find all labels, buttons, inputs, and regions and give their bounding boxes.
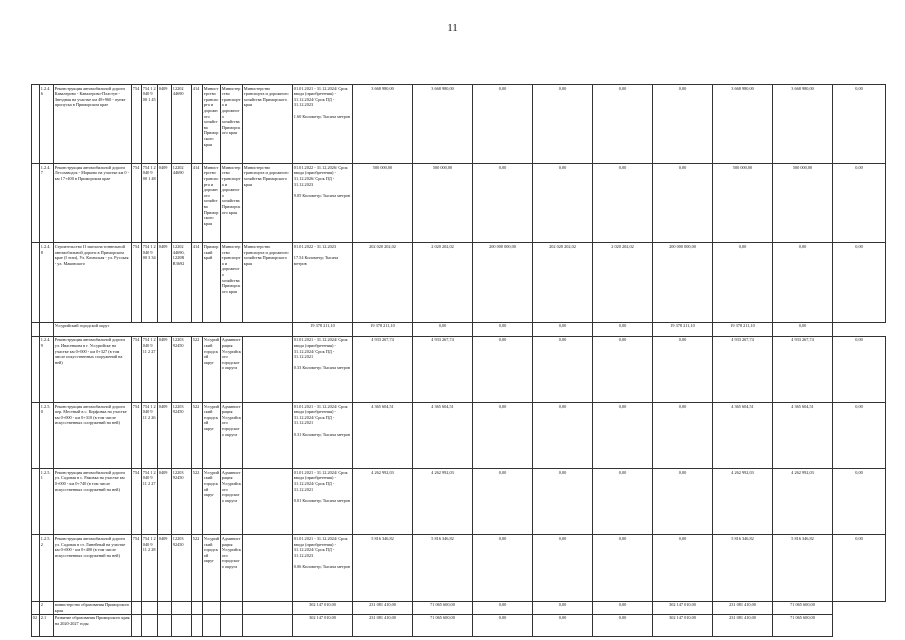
cell-c19: 4 262 992,03 xyxy=(773,469,833,535)
cell-c8: Уссурийский городской округ xyxy=(203,469,221,535)
cell-c19: 4 365 604,51 xyxy=(773,402,833,468)
cell-c15: 0,00 xyxy=(473,601,533,614)
cell-c0 xyxy=(32,164,40,243)
table-row xyxy=(32,164,886,243)
cell-c18: 4 262 992,03 xyxy=(713,469,773,535)
cell-c3: 754 xyxy=(132,336,142,402)
cell-c11: 01.01.2021 - 31.12.2024/ Срок ввода (приобретения) - 31.12.2024/ Срок ПД - 31.12.2021 0.31 Километр; Тысяча метров xyxy=(293,402,353,468)
table-row xyxy=(32,601,886,614)
cell-c5: 0409 xyxy=(158,85,172,164)
cell-c12: 3 668 980,00 xyxy=(353,85,413,164)
cell-c0 xyxy=(32,336,40,402)
cell-c7: 522 xyxy=(192,469,203,535)
cell-c0 xyxy=(32,402,40,468)
cell-c13: 4 262 992,03 xyxy=(413,469,473,535)
cell-c12: 4 365 604,51 xyxy=(353,402,413,468)
cell-c18: 0,00 xyxy=(713,243,773,322)
cell-c17: 0,00 xyxy=(593,601,653,614)
cell-c20: 71 065 600,00 xyxy=(773,601,833,614)
empty-cell xyxy=(192,601,203,614)
cell-c14: 0,00 xyxy=(473,85,533,164)
cell-c12: 500 000,00 xyxy=(353,164,413,243)
cell-c5: 0409 xyxy=(158,164,172,243)
cell-c6: 12202 44690, 1220R R3692 xyxy=(172,243,192,322)
cell-c16: 0,00 xyxy=(593,164,653,243)
cell-c17: 0,00 xyxy=(653,85,713,164)
cell-c7: 522 xyxy=(192,535,203,601)
cell-c12: 4 933 267,74 xyxy=(353,336,413,402)
budget-table xyxy=(31,84,886,637)
cell-c10: Министерство транспорта и дорожного хозяйства Приморского края xyxy=(243,164,293,243)
cell-c15: 0,00 xyxy=(533,402,593,468)
cell-c19: 500 000,00 xyxy=(773,164,833,243)
cell-c19: 5 816 346,82 xyxy=(773,535,833,601)
cell-c0 xyxy=(32,243,40,322)
empty-cell xyxy=(158,614,172,636)
cell-c20: 0,00 xyxy=(833,336,886,402)
cell-c7: 522 xyxy=(192,402,203,468)
cell-c5: 0409 xyxy=(158,402,172,468)
cell-c17: 0,00 xyxy=(653,402,713,468)
cell-label: Уссурийский городской округ xyxy=(54,322,293,336)
empty-cell xyxy=(221,601,243,614)
cell-c11: 01.01.2021 - 31.12.2024/ Срок ввода (приобретения) - 31.12.2024/ Срок ПД - 31.12.2023 0.06 Километр; Тысяча метров xyxy=(293,535,353,601)
cell-c8: Министерство транспорта и дорожного хозяйства Приморского края xyxy=(203,164,221,243)
cell-c4: 754 1 2 040 9 11 2 28 xyxy=(142,535,158,601)
cell-c0 xyxy=(32,601,40,614)
cell-c3: 754 xyxy=(132,85,142,164)
cell-c0 xyxy=(32,85,40,164)
cell-c7: 414 xyxy=(192,85,203,164)
cell-c18: 4 365 604,51 xyxy=(713,402,773,468)
cell-c18: 5 816 346,82 xyxy=(713,535,773,601)
cell-c20: 0,00 xyxy=(833,243,886,322)
cell-c17: 0,00 xyxy=(593,322,653,336)
cell-c9: Министерство транспорта и дорожного хозяйства Приморского края xyxy=(221,85,243,164)
table-row xyxy=(32,322,886,336)
cell-c17: 0,00 xyxy=(593,614,653,636)
cell-c3: 754 xyxy=(132,402,142,468)
cell-c7: 414 xyxy=(192,164,203,243)
cell-c20: 0,00 xyxy=(833,402,886,468)
empty-cell xyxy=(243,601,293,614)
cell-c18: 500 000,00 xyxy=(713,164,773,243)
cell-c15: 0,00 xyxy=(533,469,593,535)
cell-c16: 2 020 202,02 xyxy=(593,243,653,322)
cell-c10: Министерство транспорта и дорожного хозяйства Приморского края xyxy=(243,85,293,164)
cell-c14: 0,00 xyxy=(473,164,533,243)
cell-c4: 754 1 2 040 9 00 1 48 xyxy=(142,164,158,243)
cell-c13: 3 668 980,00 xyxy=(413,85,473,164)
cell-c4: 754 1 2 040 9 00 1 45 xyxy=(142,85,158,164)
cell-c7: 522 xyxy=(192,336,203,402)
cell-c19: 231 081 410,00 xyxy=(713,614,773,636)
cell-c14: 0,00 xyxy=(473,402,533,468)
cell-c17: 0,00 xyxy=(653,535,713,601)
cell-c3: 754 xyxy=(132,164,142,243)
cell-c4: 754 1 2 040 9 11 2 27 xyxy=(142,469,158,535)
cell-c8: Приморский край xyxy=(203,243,221,322)
cell-c0 xyxy=(32,535,40,601)
table-body xyxy=(32,85,886,637)
cell-c18: 4 933 267,74 xyxy=(713,336,773,402)
cell-label: Развитие образования Приморского края на 2020-2027 годы xyxy=(54,614,132,636)
empty-cell xyxy=(192,614,203,636)
empty-cell xyxy=(132,601,142,614)
table-row xyxy=(32,336,886,402)
cell-c12: 5 816 346,82 xyxy=(353,535,413,601)
cell-c20: 0,00 xyxy=(833,164,886,243)
cell-c1: 2 xyxy=(40,601,54,614)
cell-c15: 0,00 xyxy=(533,164,593,243)
cell-c16: 0,00 xyxy=(533,322,593,336)
cell-c20: 0,00 xyxy=(833,85,886,164)
cell-c18: 19 378 211,10 xyxy=(653,322,713,336)
cell-c14: 71 065 600,00 xyxy=(413,614,473,636)
cell-c16: 0,00 xyxy=(593,85,653,164)
cell-c11: 01.01.2021 - 31.12.2024/ Срок ввода (приобретения) - 31.12.2024/ Срок ПД - 31.12.2023 1.60 Километр; Тысяча метров xyxy=(293,85,353,164)
cell-c2: Реконструкция автомобильной дороги ул. Ивасенкова в г. Уссурийске на участке км 0+000 - км 0+327 (в том числе искусственных сооружений на ней) xyxy=(54,336,132,402)
cell-c6: 12203 92450 xyxy=(172,535,192,601)
cell-c19: 0,00 xyxy=(773,243,833,322)
cell-c15: 202 020 202,02 xyxy=(533,243,593,322)
cell-c16: 0,00 xyxy=(593,336,653,402)
cell-c13: 500 000,00 xyxy=(413,164,473,243)
cell-c13: 19 378 211,10 xyxy=(353,322,413,336)
cell-c12: 302 147 010,00 xyxy=(293,601,353,614)
cell-c14: 200 000 000,00 xyxy=(473,243,533,322)
cell-c2: Реконструкция автомобильной дороги ул. Садовая в с. Раковка на участке км 0+000 - км 0+740 (в том числе искусственных сооружений на ней) xyxy=(54,469,132,535)
cell-c19: 4 933 267,74 xyxy=(773,336,833,402)
cell-c1: 1.2.4.7 xyxy=(40,164,54,243)
cell-c18: 302 147 010,00 xyxy=(653,614,713,636)
cell-c17: 0,00 xyxy=(653,164,713,243)
cell-c14: 0,00 xyxy=(413,322,473,336)
cell-c14: 0,00 xyxy=(473,535,533,601)
cell-c15: 0,00 xyxy=(473,614,533,636)
cell-c20: 0,00 xyxy=(833,535,886,601)
empty-cell xyxy=(142,601,158,614)
cell-c9: Министерство транспорта и дорожного хозяйства Приморского края xyxy=(221,243,243,322)
cell-c19: 3 668 980,00 xyxy=(773,85,833,164)
cell-c1: 1.2.4.9 xyxy=(40,336,54,402)
cell-c2: Реконструкция автомобильной дороги Кавалерово - Кавалерово-Пластун - Звездная на участке км 48+960 - пункт пропуска в Приморском крае xyxy=(54,85,132,164)
cell-c3: 754 xyxy=(132,469,142,535)
cell-c14: 0,00 xyxy=(473,469,533,535)
cell-c7: 414 xyxy=(192,243,203,322)
cell-c17: 0,00 xyxy=(653,469,713,535)
cell-c19: 231 081 410,00 xyxy=(713,601,773,614)
cell-c8: Министерство транспорта и дорожного хозяйства Приморского края xyxy=(203,85,221,164)
cell-c17: 0,00 xyxy=(653,336,713,402)
cell-c2: Реконструкция автомобильной дороги Лесозаводск - Марково на участке км 0 - км 17+400 в Приморском крае xyxy=(54,164,132,243)
cell-c9: Администрация Уссурийского городского округа xyxy=(221,336,243,402)
cell-c9: Администрация Уссурийского городского округа xyxy=(221,535,243,601)
cell-c14: 71 065 600,00 xyxy=(413,601,473,614)
cell-c11: 01.01.2022 - 31.12.2026/ Срок ввода (приобретения) - 31.12.2026/ Срок ПД - 31.12.2023 9.05 Километр; Тысяча метров xyxy=(293,164,353,243)
cell-c13: 4 933 267,74 xyxy=(413,336,473,402)
cell-c9: Администрация Уссурийского городского округа xyxy=(221,402,243,468)
cell-c20: 0,00 xyxy=(833,469,886,535)
cell-c20: 0,00 xyxy=(773,322,833,336)
empty-cell xyxy=(172,601,192,614)
cell-c20: 71 065 600,00 xyxy=(773,614,833,636)
cell-c1: 1.2.4.8 xyxy=(40,243,54,322)
cell-c16: 0,00 xyxy=(593,535,653,601)
cell-c4: 754 1 2 040 9 11 2 27 xyxy=(142,336,158,402)
table-row xyxy=(32,85,886,164)
cell-c13: 4 365 604,51 xyxy=(413,402,473,468)
empty-cell xyxy=(132,614,142,636)
cell-c6: 12203 92450 xyxy=(172,336,192,402)
cell-c1: 1.2.5.1 xyxy=(40,469,54,535)
cell-c5: 0409 xyxy=(158,243,172,322)
cell-c6: 12203 92450 xyxy=(172,402,192,468)
cell-c15: 0,00 xyxy=(533,535,593,601)
cell-c15: 0,00 xyxy=(533,85,593,164)
cell-c11: 01.01.2022 - 31.12.2023 17.54 Километр; Тысяча метров xyxy=(293,243,353,322)
cell-c12: 202 020 202,02 xyxy=(353,243,413,322)
cell-c13: 5 816 346,82 xyxy=(413,535,473,601)
cell-c9: Администрация Уссурийского городского округа xyxy=(221,469,243,535)
cell-c12: 19 378 211,10 xyxy=(293,322,353,336)
cell-c2: Реконструкция автомобильной дороги ул. Садовая в ст. Линейный на участке км 0+000 - км 0+400 (в том числе искусственных сооружений на ней) xyxy=(54,535,132,601)
cell-c14: 0,00 xyxy=(473,336,533,402)
cell-c1: 1.2.5.2 xyxy=(40,535,54,601)
cell-c8: Уссурийский городской округ xyxy=(203,336,221,402)
cell-c10: Министерство транспорта и дорожного хозяйства Приморского края xyxy=(243,243,293,322)
cell-c16: 0,00 xyxy=(533,614,593,636)
cell-c16: 0,00 xyxy=(533,601,593,614)
page-number: 11 xyxy=(447,22,458,34)
table-row xyxy=(32,535,886,601)
cell-c0 xyxy=(32,469,40,535)
cell-c10 xyxy=(243,535,293,601)
cell-c4: 754 1 2 040 9 11 2 26 xyxy=(142,402,158,468)
empty-cell xyxy=(221,614,243,636)
cell-c17: 200 000 000,00 xyxy=(653,243,713,322)
empty-cell xyxy=(32,322,40,336)
cell-c15: 0,00 xyxy=(533,336,593,402)
cell-c18: 302 147 010,00 xyxy=(653,601,713,614)
cell-c4: 754 1 2 040 9 00 3 34 xyxy=(142,243,158,322)
empty-cell xyxy=(203,601,221,614)
cell-c9: Министерство транспорта и дорожного хозяйства Приморского края xyxy=(221,164,243,243)
empty-cell xyxy=(40,322,54,336)
cell-c12: 302 147 010,00 xyxy=(293,614,353,636)
cell-c6: 12202 44690 xyxy=(172,164,192,243)
empty-cell xyxy=(142,614,158,636)
cell-c3: 754 xyxy=(132,535,142,601)
cell-c18: 3 668 980,00 xyxy=(713,85,773,164)
cell-c6: 12202 44690 xyxy=(172,85,192,164)
cell-c15: 0,00 xyxy=(473,322,533,336)
cell-c5: 0409 xyxy=(158,535,172,601)
cell-c5: 0409 xyxy=(158,336,172,402)
cell-c2: Реконструкция автомобильной дороги пер. Местный в с. Корфовка на участке км 0+000 - км 0+310 (в том числе искусственных сооружений на ней) xyxy=(54,402,132,468)
cell-c8: Уссурийский городской округ xyxy=(203,402,221,468)
cell-c5: 0409 xyxy=(158,469,172,535)
empty-cell xyxy=(172,614,192,636)
cell-c16: 0,00 xyxy=(593,402,653,468)
cell-c6: 12203 92450 xyxy=(172,469,192,535)
empty-cell xyxy=(158,601,172,614)
table-row xyxy=(32,469,886,535)
cell-c1: 2.1 xyxy=(40,614,54,636)
cell-c10 xyxy=(243,336,293,402)
cell-c13: 231 081 410,00 xyxy=(353,601,413,614)
cell-c19: 19 378 211,10 xyxy=(713,322,773,336)
empty-cell xyxy=(243,614,293,636)
cell-c12: 4 262 992,03 xyxy=(353,469,413,535)
cell-label: министерство образования Приморского края xyxy=(54,601,132,614)
cell-c0: 02 xyxy=(32,614,40,636)
cell-c11: 01.01.2021 - 31.12.2024/ Срок ввода (приобретения) - 31.12.2024/ Срок ПД - 31.12.2021 0.01 Километр; Тысяча метров xyxy=(293,469,353,535)
cell-c8: Уссурийский городской округ xyxy=(203,535,221,601)
cell-c13: 2 020 202,02 xyxy=(413,243,473,322)
cell-c11: 01.01.2021 - 31.12.2024/ Срок ввода (приобретения) - 31.12.2024/ Срок ПД - 31.12.2021 0.33 Километр; Тысяча метров xyxy=(293,336,353,402)
table-row xyxy=(32,243,886,322)
cell-c1: 1.2.5.0 xyxy=(40,402,54,468)
empty-cell xyxy=(203,614,221,636)
cell-c16: 0,00 xyxy=(593,469,653,535)
cell-c10 xyxy=(243,469,293,535)
cell-c10 xyxy=(243,402,293,468)
cell-c1: 1.2.4.6 xyxy=(40,85,54,164)
cell-c13: 231 081 410,00 xyxy=(353,614,413,636)
cell-c3: 754 xyxy=(132,243,142,322)
cell-c2: Строительство II эшелона тоннельной автомобильной дороги в Приморском крае (I этап), Ул. Казачская - ул. Русская - ул. Маковского xyxy=(54,243,132,322)
table-row xyxy=(32,614,886,636)
table-row xyxy=(32,402,886,468)
